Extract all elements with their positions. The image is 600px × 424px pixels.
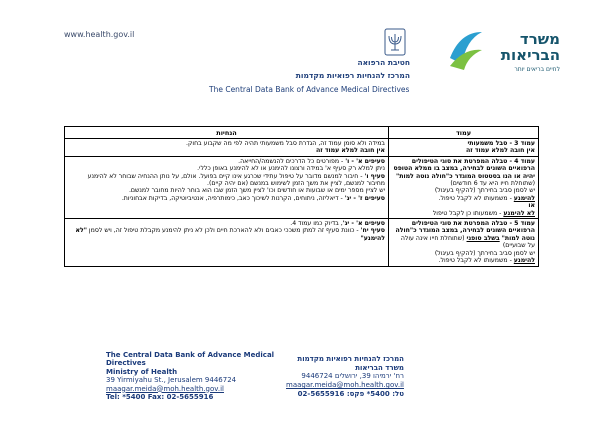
row2-sections-a-f-text: - מפורטים כל הדרכים להנשמה/החייאה. <box>238 157 346 165</box>
footer-en-line3: Ministry of Health <box>106 367 178 376</box>
table-row <box>65 219 539 266</box>
footer-he-address: רח' ירמיהו 39, ירושלים 9446724 <box>301 372 404 381</box>
col1-header: עמוד <box>389 127 539 139</box>
center-title-he: המרכז להנחיות רפואיות מקדמות <box>295 71 410 80</box>
table-row <box>65 139 539 157</box>
logo-tagline: לחיים בריאים יותר <box>514 66 560 73</box>
footer-he-line2: משרד הבריאות <box>355 363 404 372</box>
table-row <box>65 156 539 218</box>
row3-page-title: עמוד 5 - טבלה המפרטת את סוגי הטיפולים הרפואיים השונים לבחירה, במצב המוגדר כ"חולה נוטה למות" <box>395 220 535 242</box>
directives-table <box>64 126 539 267</box>
row1-instruction-bold: אין חובה למלא עמוד זה <box>315 147 385 155</box>
row2-avoid-label: להימנע <box>513 194 535 202</box>
table-cell <box>389 139 539 157</box>
row3-not-avoid-quote: "לא להימנע" <box>75 227 385 242</box>
row2-or: או <box>528 202 535 210</box>
footer-en-line1: The Central Data Bank of Advance Medical <box>106 351 275 359</box>
row2-not-avoid-label: לא להימנע <box>503 209 535 217</box>
row2-page-title-rest: (שתוחלת חייו היא עד 6 חודשים) <box>450 180 535 188</box>
footer-en <box>106 351 274 401</box>
row3-page-title-rest: (שתוחלת חייו אינה עולה על שבועיים) <box>400 234 535 250</box>
table-cell <box>65 219 389 266</box>
table-cell <box>389 156 539 218</box>
ministry-logo <box>446 26 570 82</box>
row2-section-a-note: ניתן למלא רק סעיף א' במידה ורצונו להימנע או לא להימנע באופן כללי. <box>197 165 385 173</box>
center-title-en: The Central Data Bank of Advance Medical Directives <box>209 85 410 94</box>
row2-not-avoid-text: - משמעותו כן לקבל טיפול <box>432 209 504 217</box>
row3-section-r-text: - כוונת סעיף זה למתן משככי כאבים ולא להארכת חיים ולכן לא ניתן להימנע מקבלת טיפול זה, ויש לסמן <box>86 227 361 235</box>
footer-en-line2: Directives <box>106 359 146 368</box>
row2-section-f: סעיף ו' <box>364 172 385 180</box>
footer-he-line1: המרכז להנחיות רפואיות מקדמות <box>297 355 404 363</box>
row3-mark-instruction: יש לסמן סביב בחירתך (להקיף בעיגול) <box>434 249 535 257</box>
dept-title-he: חטיבת הרפואה <box>357 58 410 67</box>
col2-header: הנחיות <box>65 127 389 139</box>
row1-page-note: אין חובה למלא עמוד זה <box>465 147 535 155</box>
row3-section-r: סעיף יח' <box>360 227 385 235</box>
table-cell <box>389 219 539 266</box>
footer-en-address: 39 Yirmiyahu St., Jerusalem 9446724 <box>106 376 237 385</box>
logo-line1: משרד <box>519 30 560 48</box>
ministry-wave-icon <box>446 28 486 72</box>
row3-avoid-label: להימנע <box>513 257 535 265</box>
footer-he <box>286 355 404 399</box>
row3-terminal-stage: בשלב סופני <box>466 234 500 242</box>
row3-avoid-text: - משמעותו לא לקבל טיפול. <box>438 257 514 265</box>
row3-sections-a-m: סעיפים א' - יג' <box>342 220 385 228</box>
row2-page-title: עמוד 4 - טבלה המפרטת את סוגי הטיפולים הרפואיים השונים לבחירה, במצב בו ממלא הטופס יהיה או הנו בסטטוס המוגדר כ"חולה נוטה למות" <box>393 157 535 180</box>
row2-section-f-text: - חיבור למנשם מדובר על טיפול עתידי שכרגע אינו קיים בפועל. אולם, על נותן ההנחיה שבוחר לא להימנע מחיבור למנשם, לציין את משך הזמן לשימוש במנשם (אם יהיה קיים). <box>87 172 385 188</box>
row1-page-title: עמוד 3 - סבל משמעותי <box>467 140 535 147</box>
row3-sections-a-m-text: , בדיוק כמו עמוד 4. <box>290 220 343 228</box>
table-header-row <box>65 127 539 139</box>
footer-he-email-link[interactable]: maagar.meida@moh.health.gov.il <box>286 381 404 390</box>
menorah-emblem-icon <box>384 28 406 56</box>
footer-en-email-link[interactable]: maagar.meida@moh.health.gov.il <box>106 384 224 393</box>
footer-en-phone: Tel: *5400 Fax: 02-5655916 <box>106 393 214 402</box>
table-cell <box>65 156 389 218</box>
logo-line2: הבריאות <box>500 46 560 64</box>
row1-instruction: במידה ולא סומן עמוד זה, הגדרת סבל משמעותי תהיה לפי מה שקבוע בחוק. <box>186 140 385 147</box>
table-cell <box>65 139 389 157</box>
row2-mark-instruction: יש לסמן סביב בחירתך (להקיף בעיגול) <box>434 187 535 195</box>
row2-sections-g-m: סעיפים ז' - יג' <box>344 194 385 202</box>
footer-he-phone: טל: 5400* פקס: 02-5655916 <box>297 389 404 398</box>
row2-sections-a-f: סעיפים א' - ו' <box>345 157 385 165</box>
row2-avoid-text: - משמעותו לא לקבל טיפול. <box>438 194 514 202</box>
header-url[interactable]: www.health.gov.il <box>64 30 135 39</box>
row2-duration-note: יש לציין מספר ימים או שבועות או חודשים וכו' לציין משך הזמן שבו הוא בוחר להיות מחובר למנשם. <box>128 187 385 195</box>
row2-sections-g-m-text: - דיאליזה, ניתוחים, הקרנות לשיכוך כאב, כימותרפיה, אנטיביוטיקה, בדיקות אבחוניות. <box>121 194 345 202</box>
